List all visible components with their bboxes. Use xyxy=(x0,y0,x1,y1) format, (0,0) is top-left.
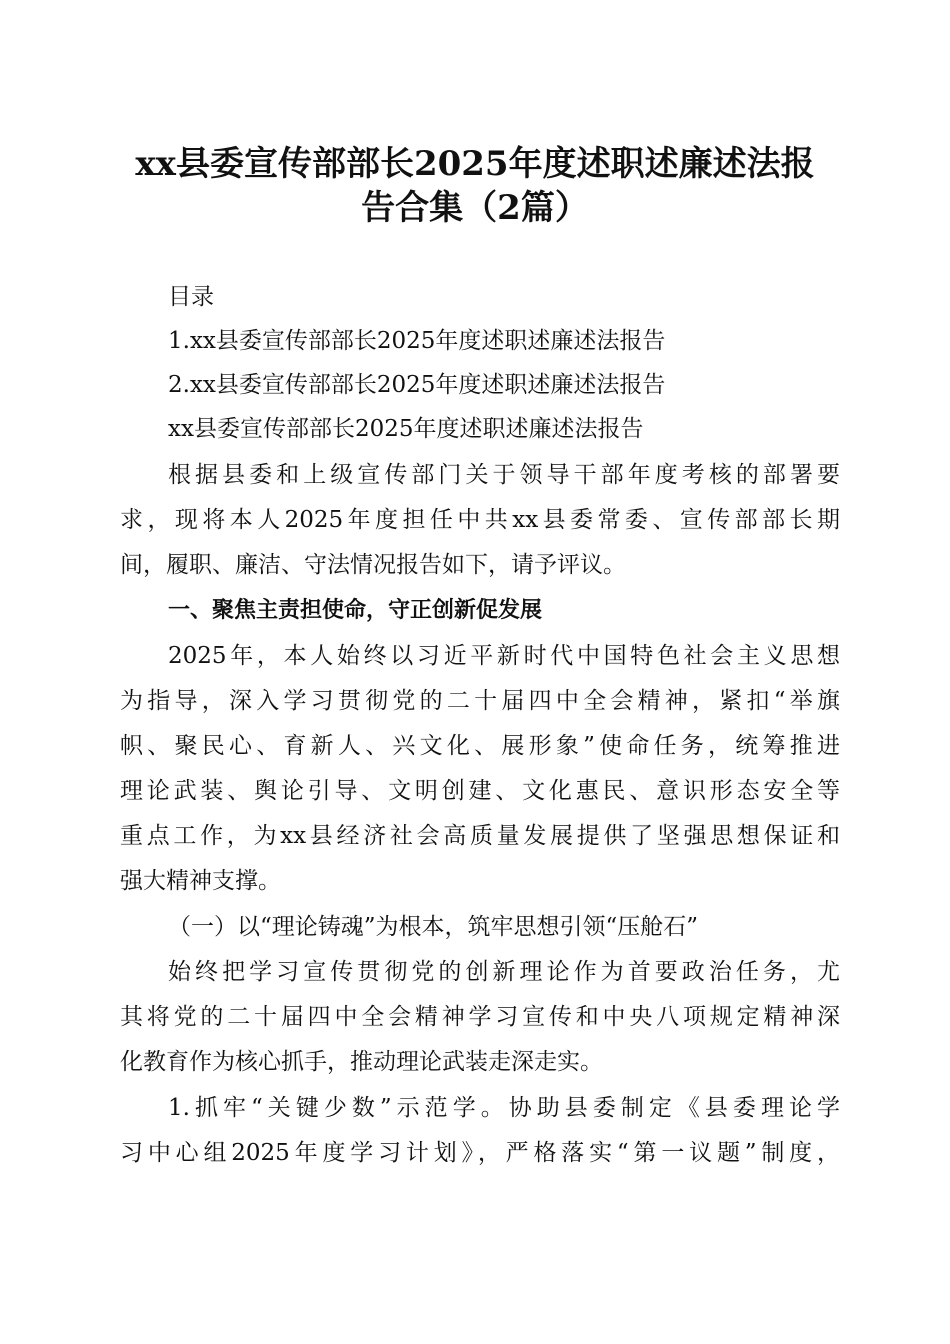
section1-line-1: 2025年，本人始终以习近平新时代中国特色社会主义思想 xyxy=(168,643,840,669)
toc-item-1: 1.xx县委宣传部部长2025年度述职述廉述法报告 xyxy=(168,328,666,354)
section-heading-1: 一、聚焦主责担使命，守正创新促发展 xyxy=(168,598,543,623)
section1-line-4: 理论武装、舆论引导、文明创建、文化惠民、意识形态安全等 xyxy=(120,778,840,804)
intro-line-1: 根据县委和上级宣传部门关于领导干部年度考核的部署要 xyxy=(168,462,840,488)
subsection1-line-3: 化教育作为核心抓手，推动理论武装走深走实。 xyxy=(120,1049,603,1075)
section1-line-2: 为指导，深入学习贯彻党的二十届四中全会精神，紧扣“举旗 xyxy=(120,688,840,714)
intro-line-2: 求，现将本人2025年度担任中共xx县委常委、宣传部部长期 xyxy=(120,507,840,533)
toc-item-2: 2.xx县委宣传部部长2025年度述职述廉述法报告 xyxy=(168,372,666,398)
subsection-heading-1: （一）以“理论铸魂”为根本，筑牢思想引领“压舱石” xyxy=(168,914,699,940)
subsection1-line-1: 始终把学习宣传贯彻党的创新理论作为首要政治任务，尤 xyxy=(168,959,840,985)
section1-line-3: 帜、聚民心、育新人、兴文化、展形象”使命任务，统筹推进 xyxy=(120,733,840,759)
document-title-line-1: xx县委宣传部部长2025年度述职述廉述法报 xyxy=(135,144,815,184)
report-title: xx县委宣传部部长2025年度述职述廉述法报告 xyxy=(168,416,644,442)
intro-line-3: 间，履职、廉洁、守法情况报告如下，请予评议。 xyxy=(120,552,626,578)
item1-line-1: 1.抓牢“关键少数”示范学。协助县委制定《县委理论学 xyxy=(168,1095,840,1121)
toc-heading: 目录 xyxy=(168,284,214,310)
section1-line-6: 强大精神支撑。 xyxy=(120,868,281,894)
document-title-line-2: 告合集（2篇） xyxy=(361,188,589,228)
subsection1-line-2: 其将党的二十届四中全会精神学习宣传和中央八项规定精神深 xyxy=(120,1004,840,1030)
section1-line-5: 重点工作，为xx县经济社会高质量发展提供了坚强思想保证和 xyxy=(120,823,840,849)
item1-line-2: 习中心组2025年度学习计划》，严格落实“第一议题”制度， xyxy=(120,1140,840,1166)
